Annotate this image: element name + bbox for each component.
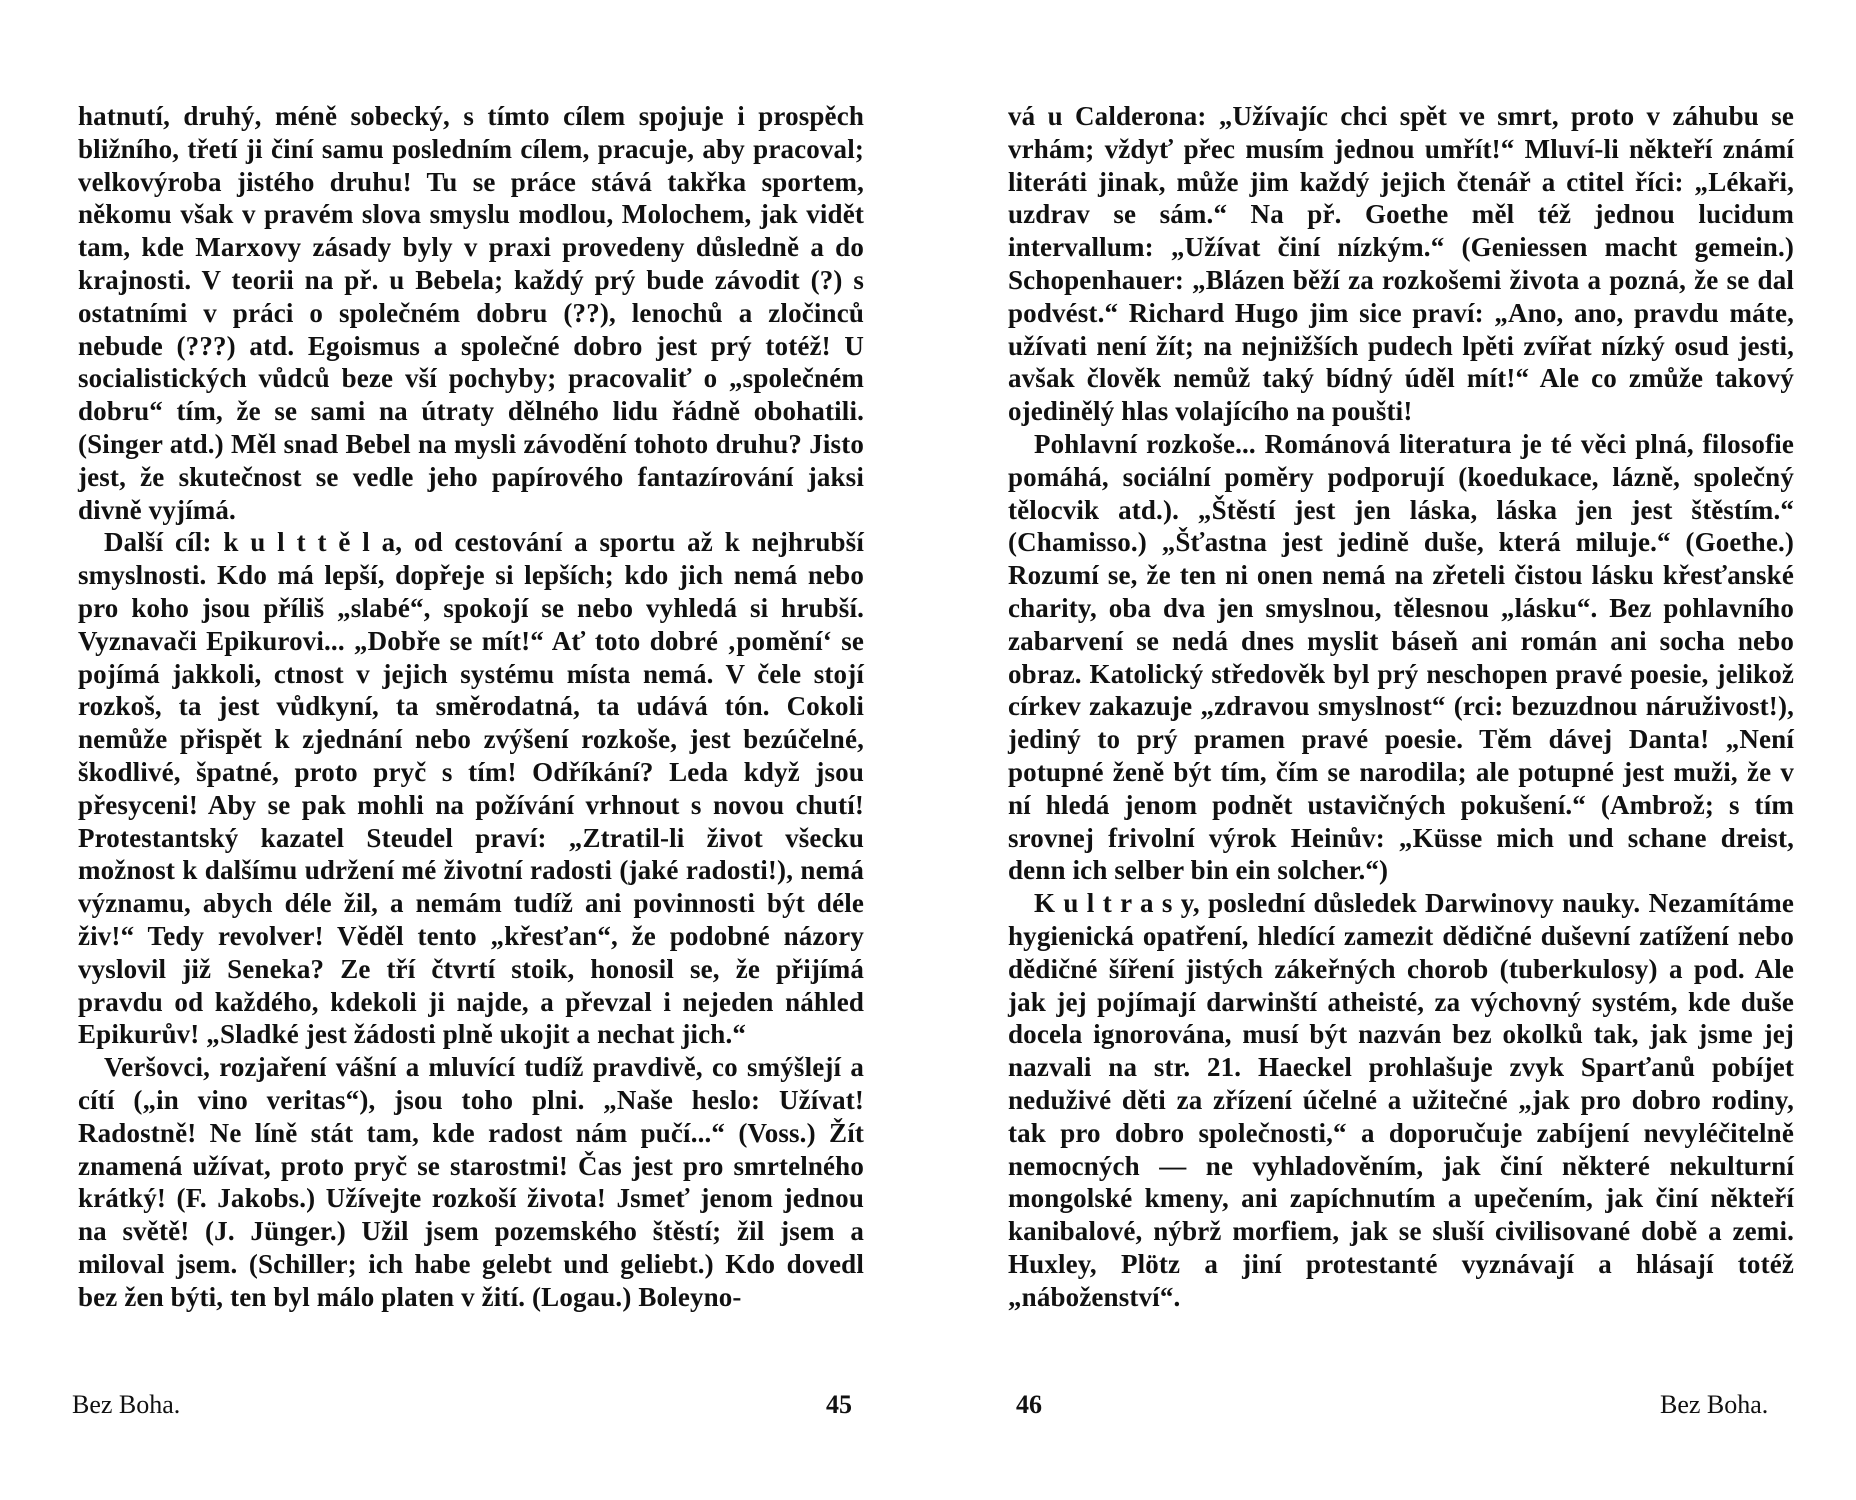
paragraph: K u l t r a s y, poslední důsledek Darwinovy nauky. Nezamítáme hygienická opatření, hledící zamezit dědičné duševní zatížení nebo dědičné šíření jistých zákeřných chorob (tuberkulosy) a pod. Ale jak jej pojímají darwinští atheisté, za výchovný systém, kde duše docela ignorována, musí být nazván bez okolků tak, jak jsme jej nazvali na str. 21. Haeckel prohlašuje zvyk Sparťanů pobíjet neduživé děti za zřízení účelné a užitečné „jak pro dobro rodiny, tak pro dobro společnosti,“ a doporučuje zabíjení nevyléčitelně nemocných — ne vyhladověním, jak činí některé nekulturní mongolské kmeny, ani zapíchnutím a upečením, jak činí někteří kanibalové, nýbrž morfiem, jak se sluší civilisované době a zemi. Huxley, Plötz a jiní protestanté vyznávají a hlásají totéž „náboženství“. [1008, 888, 1794, 1312]
paragraph: Veršovci, rozjaření vášní a mluvící tudíž pravdivě, co smýšlejí a cítí („in vino veritas“), jsou toho plni. „Naše heslo: Užívat! Radostně! Ne líně stát tam, kde radost nám pučí...“ (Voss.) Žít znamená užívat, proto pryč se starostmi! Čas jest pro smrtelného krátký! (F. Jakobs.) Užívejte rozkoší života! Jsmeť jenom jednou na světě! (J. Jünger.) Užil jsem pozemského štěstí; žil jsem a miloval jsem. (Schiller; ich habe gelebt und geliebt.) Kdo dovedl bez žen býti, ten byl málo platen v žití. (Logau.) Boleyno- [78, 1052, 864, 1312]
right-page-text [1008, 100, 1794, 1313]
left-page-text [78, 100, 864, 1313]
paragraph: hatnutí, druhý, méně sobecký, s tímto cílem spojuje i prospěch bližního, třetí ji činí samu posledním cílem, pracuje, aby pracoval; velkovýroba jistého druhu! Tu se práce stává takřka sportem, někomu však v pravém slova smyslu modlou, Molochem, jak vidět tam, kde Marxovy zásady byly v praxi provedeny důsledně a do krajnosti. V teorii na př. u Bebela; každý prý bude závodit (?) s ostatními v práci o společném dobru (??), lenochů a zločinců nebude (???) atd. Egoismus a společné dobro jest prý totéž! U socialistických vůdců beze vší pochyby; pracovaliť o „společném dobru“ tím, že se sami na útraty dělného lidu řádně obohatili. (Singer atd.) Měl snad Bebel na mysli závodění tohoto druhu? Jisto jest, že skutečnost se vedle jeho papírového fantazírování jaksi divně vyjímá. [78, 101, 864, 525]
paragraph: Další cíl: k u l t t ě l a, od cestování a sportu až k nejhrubší smyslnosti. Kdo má lepší, dopřeje si lepších; kdo jich nemá nebo pro koho jsou příliš „slabé“, spokojí se nebo vyhledá si hrubší. Vyznavači Epikurovi... „Dobře se mít!“ Ať toto dobré ‚pomění‘ se pojímá jakkoli, ctnost v jejich systému místa nemá. V čele stojí rozkoš, ta jest vůdkyní, ta směrodatná, ta udává tón. Cokoli nemůže přispět k zjednání nebo zvýšení rozkoše, jest bezúčelné, škodlivé, špatné, proto pryč s tím! Odříkání? Leda když jsou přesyceni! Aby se pak mohli na požívání vrhnout s novou chutí! Protestantský kazatel Steudel praví: „Ztratil-li život všecku možnost k dalšímu udržení mé životní radosti (jaké radosti!), nemá významu, abych déle žil, a nemám tudíž ani povinnosti být déle živ!“ Tedy revolver! Věděl tento „křesťan“, že podobné názory vyslovil již Seneka? Ze tří čtvrtí stoik, honosil se, že přijímá pravdu od každého, kdekoli ji najde, a převzal i nejeden náhled Epikurův! „Sladké jest žádosti plně ukojit a nechat jich.“ [78, 527, 864, 1050]
page-number: 46 [1016, 1390, 1042, 1419]
page-number: 45 [826, 1390, 852, 1419]
right-page [928, 0, 1856, 1500]
running-title: Bez Boha. [72, 1390, 181, 1419]
paragraph: vá u Calderona: „Užívajíc chci spět ve smrt, proto v záhubu se vrhám; vždyť přec musím jednou umřít!“ Mluví-li někteří známí literáti jinak, může jim každý jejich čtenář a ctitel říci: „Lékaři, uzdrav se sám.“ Na př. Goethe měl též jednou lucidum intervallum: „Užívat činí nízkým.“ (Geniessen macht gemein.) Schopenhauer: „Blázen běží za rozkošemi života a pozná, že se dal podvést.“ Richard Hugo jim sice praví: „Ano, ano, pravdu máte, užívati není žít; na nejnižších pudech lpěti zvířat nízký osud jesti, avšak člověk nemůž taký bídný úděl mít!“ Ale co zmůže takový ojedinělý hlas volajícího na poušti! [1008, 101, 1794, 427]
paragraph: Pohlavní rozkoše... Románová literatura je té věci plná, filosofie pomáhá, sociální poměry podporují (koedukace, lázně, společný tělocvik atd.). „Štěstí jest jen láska, láska jen jest štěstím.“ (Chamisso.) „Šťastna jest jedině duše, která miluje.“ (Goethe.) Rozumí se, že ten ni onen nemá na zřeteli čistou lásku křesťanské charity, oba dva jen smyslnou, tělesnou „lásku“. Bez pohlavního zabarvení se nedá dnes myslit báseň ani román ani socha nebo obraz. Katolický středověk byl prý neschopen pravé poesie, jelikož církev zakazuje „zdravou smyslnost“ (rci: bezuzdnou náruživost!), jediný to prý pramen pravé poesie. Těm dávej Danta! „Není potupné ženě být tím, čím se narodila; ale potupné jest muži, že v ní hledá jenom podnět ustavičných pokušení.“ (Ambrož; s tím srovnej frivolní výrok Heinův: „Küsse mich und schane dreist, denn ich selber bin ein solcher.“) [1008, 428, 1794, 886]
running-title: Bez Boha. [1660, 1390, 1769, 1419]
